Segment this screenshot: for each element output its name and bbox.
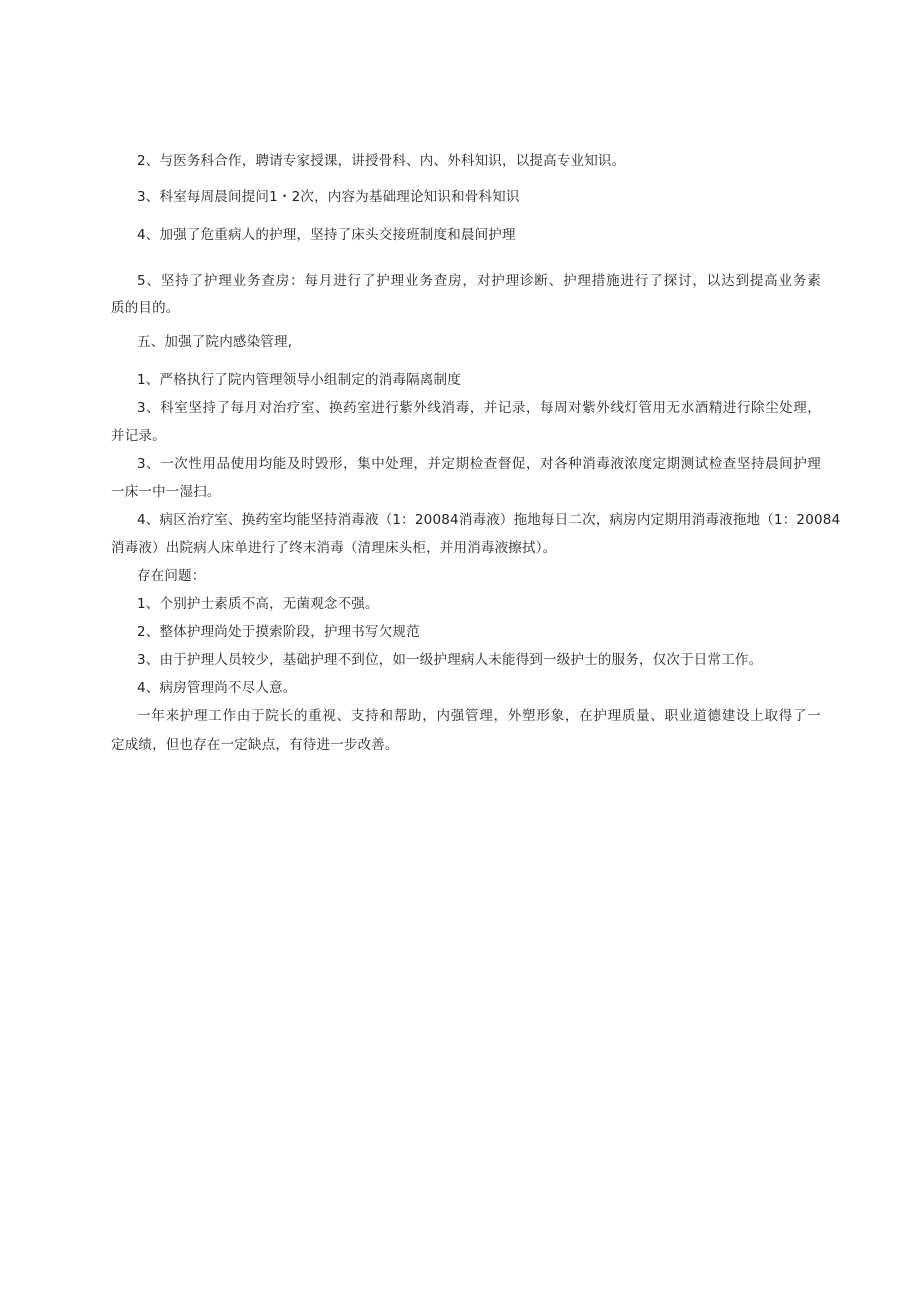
paragraph-line: 一床一中一湿扫。 — [111, 484, 221, 500]
paragraph-line: 一年来护理工作由于院长的重视、支持和帮助，内强管理，外塑形象，在护理质量、职业道德建设上取得了一 — [137, 708, 821, 724]
paragraph-line: 质的目的。 — [111, 300, 180, 316]
paragraph-line: 2、整体护理尚处于摸索阶段，护理书写欠规范 — [137, 624, 420, 640]
paragraph-line: 并记录。 — [111, 428, 166, 444]
paragraph-line: 消毒液）出院病人床单进行了终末消毒（清理床头柜，并用消毒液擦拭）。 — [111, 540, 557, 556]
paragraph-line: 定成绩，但也存在一定缺点，有待进一步改善。 — [111, 737, 399, 753]
section-heading: 存在问题： — [137, 568, 206, 584]
paragraph-line: 2、与医务科合作，聘请专家授课，讲授骨科、内、外科知识，以提高专业知识。 — [137, 153, 626, 169]
paragraph-line: 3、科室每周晨间提问1・2次，内容为基础理论知识和骨科知识 — [137, 189, 520, 205]
paragraph-line: 4、病房管理尚不尽人意。 — [137, 680, 297, 696]
paragraph-line: 3、一次性用品使用均能及时毁形，集中处理，并定期检查督促，对各种消毒液浓度定期测试检查坚持晨间护理 — [137, 456, 821, 472]
paragraph-line: 1、严格执行了院内管理领导小组制定的消毒隔离制度 — [137, 372, 461, 388]
paragraph-line: 3、由于护理人员较少，基础护理不到位，如一级护理病人未能得到一级护士的服务，仅次于日常工作。 — [137, 652, 763, 668]
section-heading: 五、加强了院内感染管理, — [137, 334, 293, 350]
paragraph-line: 4、病区治疗室、换药室均能坚持消毒液（1：20084消毒液）拖地每日二次，病房内定期用消毒液拖地（1：20084 — [137, 512, 841, 528]
paragraph-line: 4、加强了危重病人的护理，坚持了床头交接班制度和晨间护理 — [137, 227, 516, 243]
paragraph-line: 5、坚持了护理业务查房：每月进行了护理业务查房，对护理诊断、护理措施进行了探讨，以达到提高业务素 — [137, 273, 821, 289]
paragraph-line: 3、科室坚持了每月对治疗室、换药室进行紫外线消毒，并记录，每周对紫外线灯管用无水酒精进行除尘处理， — [137, 400, 821, 416]
paragraph-line: 1、个别护士素质不高，无菌观念不强。 — [137, 596, 379, 612]
